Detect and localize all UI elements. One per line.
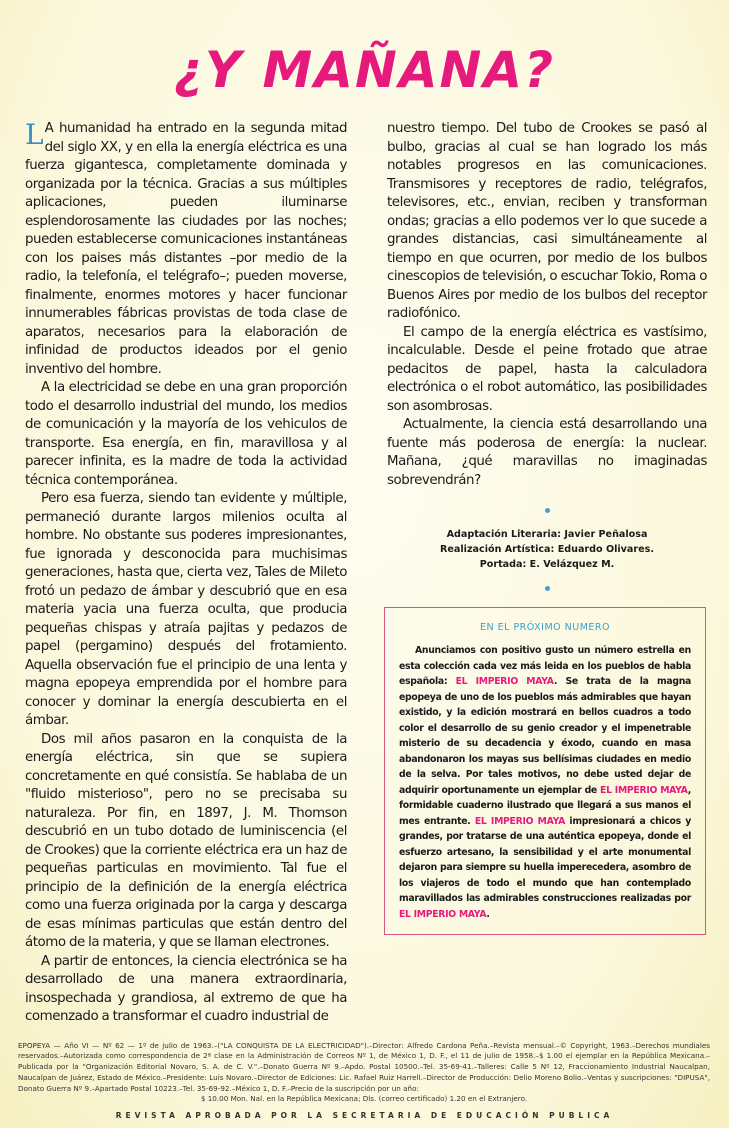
credits [387,527,707,572]
next-issue-text-part: , formidable cuaderno ilustrado que llegará a sus manos el mes entrante. [399,784,691,827]
article-paragraph: Pero esa fuerza, siendo tan evidente y múltiple, permaneció durante largos milenios oculta al hombre. No obstante sus poderes impresionantes, fue ignorada y desconocida para muchisimas generaciones, hasta que, cierta vez, Tales de Mileto frotó un pedazo de ámbar y descubrió que en esa materia yacia una fuerza oculta, que producia pequeñas chispas y atraía pajitas y pedazos de papel (pergamino) después del frotamiento. Aquella observación fue el principio de una lenta y magna epopeya emprendida por el hombre para conocer y dominar la energía descubierta en el ámbar. [25,491,347,728]
article-columns [25,120,707,1027]
approval-line: REVISTA APROBADA POR LA SECRETARIA DE EDUCACIÓN PUBLICA [115,1111,614,1121]
next-issue-text-part: . [486,908,490,920]
article-paragraph: Actualmente, la ciencia está desarrollando una fuente más poderosa de energía: la nuclear. Mañana, ¿qué maravillas no imaginadas sobrevendrán? [387,417,707,488]
article-left-column [25,120,347,1027]
credit-line: Portada: E. Velázquez M. [479,559,615,570]
imprint-footer [18,1041,710,1106]
next-issue-heading: EN EL PRÓXIMO NUMERO [480,622,610,633]
credit-line: Adaptación Literaria: Javier Peñalosa [446,529,648,540]
highlight-title: EL IMPERIO MAYA [600,784,688,796]
article-paragraph: El campo de la energía eléctrica es vastísimo, incalculable. Desde el peine frotado que atrae pedacitos de papel, hasta la calculadora electrónica o el robot automático, las posibilidades son asombrosas. [387,324,707,414]
highlight-title: EL IMPERIO MAYA [399,908,487,920]
next-issue-text-part: Anunciamos con positivo gusto un número estrella en esta colección cada vez más leida en los pueblos de habla española: [399,645,691,687]
next-issue-text [399,643,691,922]
article-paragraph: A la electricidad se debe en una gran proporción todo el desarrollo industrial del mundo, los medios de comunicación y la mayoría de los vehiculos de transporte. Esa energía, en fin, maravillosa y al parecer infinita, es la madre de toda la actividad técnica contemporánea. [25,380,347,488]
article-paragraph: Dos mil años pasaron en la conquista de la energía eléctrica, sin que se supiera concretamente en qué consistía. Se hablaba de un "fluido misterioso", pero no se precisaba su naturaleza. Por fin, en 1897, J. M. Thomson descubrió en un tubo dotado de luminiscencia (el de Crookes) que la corriente eléctrica era un haz de pequeñas particulas en movimiento. Tal fue el principio de la definición de la energía eléctrica como una fuerza originada por la carga y descarga de esas mínimas particulas que están dentro del átomo de la materia, y que se llaman electrones. [25,731,347,950]
highlight-title: EL IMPERIO MAYA [474,815,566,827]
article-paragraph-text: A humanidad ha entrado en la segunda mitad del siglo XX, y en ella la energía eléctrica es una fuerza gigantesca, completamente dominada y organizada por la técnica. Gracias a sus múltiples aplicaciones, pueden iluminarse esplendorosamente las ciudades por las noches; pueden establecerse comunicaciones instantáneas con los paises más distantes –por medio de la radio, la telefonía, el telégrafo–; pueden moverse, finalmente, enormes motores y hacer funcionar innumerables fábricas provistas de toda clase de aparatos, necesarios para la elaboración de infinidad de productos ideados por el genio inventivo del hombre. [25,121,347,377]
credits-block [387,508,707,591]
ornament-dot-icon [545,508,550,513]
next-issue-box [384,607,706,935]
next-issue-text-part: impresionará a chicos y grandes, por tratarse de una auténtica epopeya, donde el esfuerzo artesano, la sensibilidad y el arte monumental dejaron para siempre su huella imperecedera, asombro de los viajeros de todo el mundo que han contemplado maravillados las admirables construcciones realizadas por [399,815,691,904]
article-right-column [387,120,707,490]
right-column-stack [387,120,707,935]
article-paragraph: A partir de entonces, la ciencia electrónica se ha desarrollado de una manera extraordinaria, insospechada y grandiosa, al extremo de que ha comenzado a transformar el cuadro industrial de [25,953,347,1024]
article-paragraph [25,120,347,379]
price-line: $ 10.00 Mon. Nal. en la República Mexicana; Dls. (correo certificado) 1.20 en el Extranjero. [200,1094,528,1104]
imprint-text: EPOPEYA — Año VI — Nº 62 — 1º de julio de 1963.–("LA CONQUISTA DE LA ELECTRICIDAD").–Director: Alfredo Cardona Peña.–Revista mensual.–© Copyright, 1963.–Derechos mundiales reservados.–Autorizada como correspondencia de 2ª clase en la Administración de Correos Nº 1, de México 1, D. F., el 11 de julio de 1958.–$ 1.00 el ejemplar en la República Mexicana.–Publicada por la "Organización Editorial Novaro, S. A. de C. V.".–Donato Guerra Nº 9.–Apdo. Postal 10500.–Tel. 35-69-41.–Talleres: Calle 5 Nº 12, Fraccionamiento Industrial Naucalpan, Naucalpan de Juárez, Estado de México.–Presidente: Luis Novaro.–Director de Ediciones: Lic. Rafael Ruiz Harrell.–Director de Producción: Delio Moreno Bolio.–Ventas y suscripciones: "DIPUSA", Donato Guerra Nº 9.–Apartado Postal 10223.–Tel. 35-69-92.–México 1, D. F.–Precio de la suscripción por un año: [18,1040,710,1093]
credit-line: Realización Artística: Eduardo Olivares. [440,544,654,555]
ornament-dot-icon [545,586,550,591]
article-paragraph: nuestro tiempo. Del tubo de Crookes se pasó al bulbo, gracias al cual se han logrado los más notables progresos en las comunicaciones. Transmisores y receptores de radio, telégrafos, televisores, etc., envian, reciben y transforman ondas; gracias a ello podemos ver lo que sucede a grandes distancias, casi simultáneamente al tiempo en que ocurren, por medio de los bulbos cinescopios de televisión, o escuchar Tokio, Roma o Buenos Aires por medio de los bulbos del receptor radiofónico. [387,121,707,321]
drop-cap: L [25,118,44,151]
page-title: ¿Y MAÑANA? [173,41,556,99]
highlight-title: EL IMPERIO MAYA [455,676,554,687]
next-issue-text-part: . Se trata de la magna epopeya de uno de los pueblos más admirables que hayan existido, y la edición mostrará en bellos cuadros a todo color el desarrollo de su genio creador y el impenetrable misterio de su decadencia y éxodo, cuando en masa abandonaron los mayas sus bellísimas ciudades en medio de la selva. Por tales motivos, no debe usted dejar de adquirir oportunamente un ejemplar de [399,676,691,796]
